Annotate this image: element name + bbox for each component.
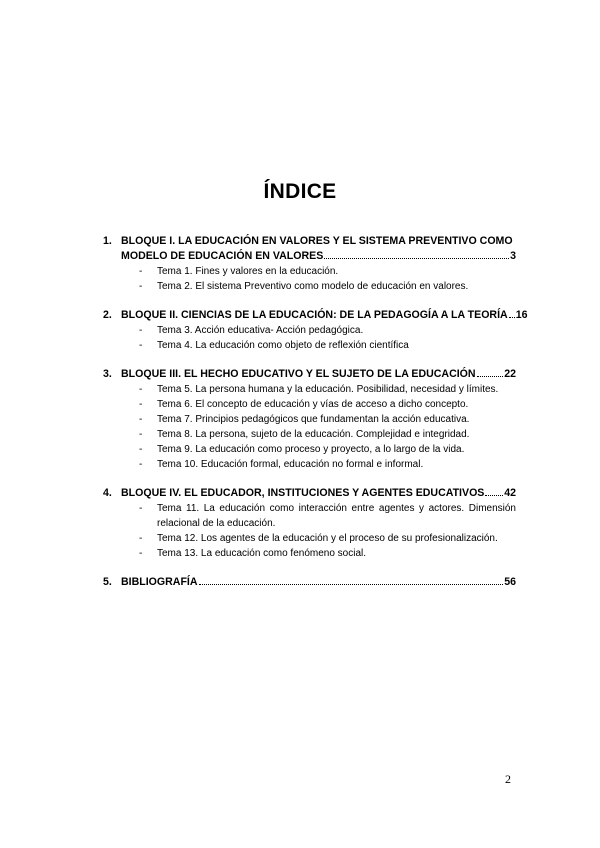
topic-item bbox=[139, 531, 516, 546]
topic-item bbox=[139, 457, 516, 472]
toc-block-5 bbox=[103, 575, 516, 590]
toc-block-3 bbox=[103, 367, 516, 472]
toc-entry[interactable] bbox=[103, 308, 528, 323]
block-title: BLOQUE IV. EL EDUCADOR, INSTITUCIONES Y AGENTES EDUCATIVOS bbox=[121, 487, 485, 499]
toc-block-2 bbox=[103, 308, 528, 353]
topic-text: Tema 5. La persona humana y la educación. Posibilidad, necesidad y límites. bbox=[157, 384, 499, 395]
topic-item bbox=[139, 382, 516, 397]
block-page: 3 bbox=[510, 250, 516, 262]
topic-text: Tema 4. La educación como objeto de reflexión científica bbox=[157, 340, 409, 351]
page-number: 2 bbox=[505, 772, 511, 786]
dot-leader bbox=[199, 584, 504, 585]
block-number: 3. bbox=[103, 368, 112, 380]
block-page: 16 bbox=[515, 309, 528, 321]
list-dash: - bbox=[139, 459, 143, 470]
block-page: 42 bbox=[504, 487, 516, 499]
list-dash: - bbox=[139, 281, 143, 292]
block-number: 5. bbox=[103, 576, 112, 588]
topic-text: Tema 2. El sistema Preventivo como modelo de educación en valores. bbox=[157, 281, 469, 292]
list-dash: - bbox=[139, 444, 143, 455]
list-dash: - bbox=[139, 340, 143, 351]
list-dash: - bbox=[139, 429, 143, 440]
block-number: 1. bbox=[103, 235, 112, 247]
block-title-continuation: MODELO DE EDUCACIÓN EN VALORES bbox=[121, 250, 324, 262]
toc-entry-continuation[interactable] bbox=[103, 249, 516, 264]
list-dash: - bbox=[139, 533, 143, 544]
toc-entry[interactable] bbox=[103, 486, 516, 501]
topic-text: Tema 12. Los agentes de la educación y el proceso de su profesionalización. bbox=[157, 533, 498, 544]
list-dash: - bbox=[139, 503, 143, 514]
toc-entry[interactable] bbox=[103, 367, 516, 382]
topic-text: Tema 8. La persona, sujeto de la educación. Complejidad e integridad. bbox=[157, 429, 470, 440]
topic-text: Tema 6. El concepto de educación y vías de acceso a dicho concepto. bbox=[157, 399, 469, 410]
block-number: 2. bbox=[103, 309, 112, 321]
list-dash: - bbox=[139, 399, 143, 410]
list-dash: - bbox=[139, 384, 143, 395]
block-number: 4. bbox=[103, 487, 112, 499]
toc-entry[interactable] bbox=[103, 575, 516, 590]
topic-list bbox=[103, 264, 516, 294]
topic-text: Tema 3. Acción educativa- Acción pedagógica. bbox=[157, 325, 364, 336]
dot-leader bbox=[477, 376, 504, 377]
topic-text: Tema 11. La educación como interacción entre agentes y actores. Dimensión relacional de la educación. bbox=[157, 503, 516, 529]
topic-item bbox=[139, 442, 516, 457]
list-dash: - bbox=[139, 548, 143, 559]
toc-block-1 bbox=[103, 234, 516, 294]
topic-text: Tema 1. Fines y valores en la educación. bbox=[157, 266, 339, 277]
topic-list bbox=[103, 323, 516, 353]
block-title: BLOQUE III. EL HECHO EDUCATIVO Y EL SUJETO DE LA EDUCACIÓN bbox=[121, 368, 476, 380]
toc-entry[interactable] bbox=[103, 234, 516, 249]
table-of-contents bbox=[103, 234, 528, 604]
list-dash: - bbox=[139, 325, 143, 336]
block-title: BLOQUE I. LA EDUCACIÓN EN VALORES Y EL SISTEMA PREVENTIVO COMO bbox=[121, 235, 513, 247]
topic-item bbox=[139, 501, 516, 531]
topic-item bbox=[139, 427, 516, 442]
topic-item bbox=[139, 279, 516, 294]
topic-text: Tema 13. La educación como fenómeno social. bbox=[157, 548, 367, 559]
block-page: 56 bbox=[504, 576, 516, 588]
topic-item bbox=[139, 264, 516, 279]
block-title: BLOQUE II. CIENCIAS DE LA EDUCACIÓN: DE LA PEDAGOGÍA A LA TEORÍA bbox=[121, 309, 508, 321]
block-page: 22 bbox=[504, 368, 516, 380]
topic-text: Tema 9. La educación como proceso y proyecto, a lo largo de la vida. bbox=[157, 444, 465, 455]
topic-list bbox=[103, 382, 516, 472]
list-dash: - bbox=[139, 414, 143, 425]
topic-item bbox=[139, 323, 516, 338]
topic-item bbox=[139, 412, 516, 427]
topic-item bbox=[139, 546, 516, 561]
page-title: ÍNDICE bbox=[263, 180, 337, 203]
block-title: BIBLIOGRAFÍA bbox=[121, 576, 198, 588]
topic-text: Tema 10. Educación formal, educación no formal e informal. bbox=[157, 459, 424, 470]
list-dash: - bbox=[139, 266, 143, 277]
topic-list bbox=[103, 501, 516, 561]
toc-block-4 bbox=[103, 486, 516, 561]
topic-text: Tema 7. Principios pedagógicos que fundamentan la acción educativa. bbox=[157, 414, 470, 425]
dot-leader bbox=[509, 317, 515, 318]
dot-leader bbox=[324, 258, 509, 259]
dot-leader bbox=[485, 495, 503, 496]
topic-item bbox=[139, 397, 516, 412]
topic-item bbox=[139, 338, 516, 353]
